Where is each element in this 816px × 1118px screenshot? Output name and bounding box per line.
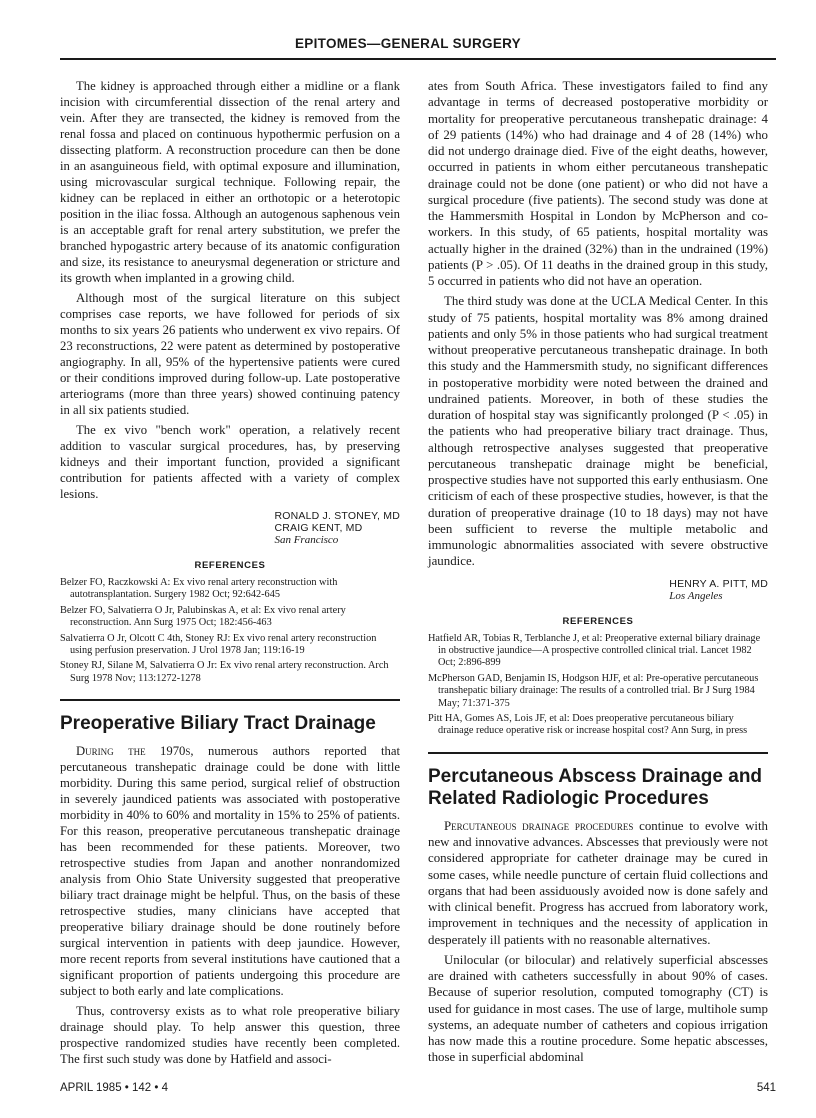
reference-item: Belzer FO, Raczkowski A: Ex vivo renal artery reconstruction with autotransplantation. Surgery 1982 Oct; 92:642-645 [60,577,338,601]
header-rule [60,58,776,60]
reference-item: McPherson GAD, Benjamin IS, Hodgson HJF, et al: Pre-operative percutaneous transhepatic biliary drainage: The results of a controlled trial. Br J Surg 1984 May; 71:371-375 [428,672,759,709]
author-name: HENRY A. PITT, MD [669,577,768,590]
right-column [428,78,768,1066]
paragraph-text: continue to evolve with new and innovative advances. Abscesses that previously were not considered appropriate for catheter drainage may be cured in some cases, while needle puncture of certain fluid collections and organs that had been assiduously avoided now is done safely and with clinical benefit. Progress has accrued from laboratory work, improvement in techniques and the necessity of application in desperately ill patients with no reasonable alternatives. [428,818,768,947]
section-heading: Preoperative Biliary Tract Drainage [60,713,376,735]
reference-item: Pitt HA, Gomes AS, Lois JF, et al: Does preoperative percutaneous biliary drainage reduce operative risk or increase hospital cost? Ann Surg, in press [428,712,748,737]
reference-item: Stoney RJ, Silane M, Salvatierra O Jr: Ex vivo renal artery reconstruction. Arch Surg 1978 Nov; 113:1272-1278 [60,660,389,684]
body-paragraph [60,743,400,999]
footer-issue: APRIL 1985 • 142 • 4 [60,1082,169,1094]
reference-item: Salvatierra O Jr, Olcott C 4th, Stoney RJ: Ex vivo renal artery reconstruction using perfusion preservation. J Urol 1978 Jan; 119:16-19 [60,632,377,657]
left-column [60,78,400,1067]
references-heading: REFERENCES [194,560,266,571]
body-paragraph: Thus, controversy exists as to what role preoperative biliary drainage should play. To help answer this question, three prospective randomized studies have recently been completed. The first such study was done by Hatfield and associ- [60,1004,400,1067]
body-paragraph: The ex vivo "bench work" operation, a relatively recent addition to vascular surgical procedures, has, by preserving kidneys and their important function, provided a significant contribution for patients affected with a variety of complex lesions. [60,423,400,501]
lead-in: During the 1970s, [76,744,194,759]
references-heading: REFERENCES [562,615,634,627]
paragraph-text: numerous authors reported that percutaneous transhepatic drainage could be done with little morbidity. During this same period, surgical relief of obstruction in severely jaundiced patients was associated with postoperative morbidity in 40% to 60% and mortality in 15% to 25% of patients. For this reason, preoperative percutaneous transhepatic drainage has been recommended for these patients. Moreover, two retrospective studies from Japan and another nonrandomized analysis from Ohio State University suggested that preoperative biliary tract drainage might be helpful. Thus, on the basis of these retrospective studies, many clinicians have accepted that preoperative biliary drainage should be done routinely before surgical intervention in patients with deep jaundice. However, more recent reports from several institutions have cautioned that a significant proportion of patients undergoing this procedure are subject to both early and late complications. [60,744,400,999]
body-paragraph: The third study was done at the UCLA Medical Center. In this study of 75 patients, hospital mortality was 8% among drained patients and only 5% in those patients who had surgical treatment without preoperative percutaneous transhepatic drainage. In both this study and the Hammersmith study, no significant differences in postoperative morbidity were noted between the drained and undrained patients. Moreover, in both of these studies the duration of hospital stay was significantly prolonged (P < .05) in the patients who had preoperative biliary tract drainage. Thus, although retrospective analyses suggested that preoperative percutaneous transhepatic drainage might be beneficial, prospective studies have not supported this early enthusiasm. One criticism of each of these prospective studies, however, is that the duration of preoperative drainage (10 to 18 days) may not have been sufficient to reverse the multiple metabolic and immunologic abnormalities associated with severe obstructive jaundice. [428,294,768,569]
reference-item: Belzer FO, Salvatierra O Jr, Palubinskas A, et al: Ex vivo renal artery reconstruction. Ann Surg 1975 Oct; 182:456-463 [60,604,346,629]
body-paragraph: Although most of the surgical literature on this subject comprises case reports, we have followed for periods of six months to six years 26 patients who underwent ex vivo repairs. Of 23 reconstructions, 22 were patent as determined by postoperative angiography. In all, 95% of the hypertensive patients were cured or their conditions improved during follow-up. Late postoperative arteriograms (more than three years) showed continuing patency in all six patients studied. [60,291,400,417]
author-name: RONALD J. STONEY, MD [274,510,400,522]
body-paragraph: ates from South Africa. These investigators failed to find any advantage in terms of decreased postoperative morbidity or mortality for preoperative percutaneous transhepatic drainage: 4 of 29 patients (14%) who had drainage and 4 of 28 (14%) who did not undergo drainage died. Five of the eight deaths, however, occurred in patients in whom either percutaneous transhepatic drainage could not be done (one patient) or who did not have a surgical procedure (five patients). The second study was done at the Hammersmith Hospital in London by McPherson and co-workers. In this study, of 65 patients, hospital mortality was actually higher in the drained (32%) than in the undrained (19%) patients (P > .05). Of 11 deaths in the drained group in this study, 5 occurred in patients who did not have an operation. [428,79,768,288]
reference-item: Hatfield AR, Tobias R, Terblanche J, et al: Preoperative external biliary drainage in obstructive jaundice—A prospective controlled clinical trial. Lancet 1982 Oct; 2:896-899 [428,632,761,669]
body-paragraph [428,818,768,948]
section-divider [60,699,400,701]
body-paragraph: Unilocular (or bilocular) and relatively superficial abscesses are drained with catheters successfully in about 90% of cases. Because of superior resolution, computed tomography (CT) is used for guidance in most cases. The use of large, multihole sump systems, an adequate number of catheters and copious irrigation has now made this a routine procedure. Some hepatic abscesses, those in superficial abdominal [428,952,768,1065]
section-divider [428,752,768,754]
author-location: Los Angeles [669,589,723,602]
author-location: San Francisco [274,534,339,546]
section-heading: Percutaneous Abscess Drainage and Related Radiologic Procedures [428,765,763,809]
page-number: 541 [756,1082,776,1094]
running-header: EPITOMES—GENERAL SURGERY [295,36,521,51]
lead-in: Percutaneous drainage procedures [444,818,634,833]
author-signature [428,578,768,604]
author-signature [60,510,400,548]
author-name: CRAIG KENT, MD [274,522,363,534]
body-paragraph: The kidney is approached through either a midline or a flank incision with circumferential dissection of the renal artery and vein. After they are transected, the kidney is removed from the renal fossa and placed on continuous hypothermic perfusion on a dissecting platform. A reconstruction procedure can then be done in an asanguineous field, with optimal exposure and illumination, using microvascular surgical technique. Following repair, the kidney can be replaced in either an orthotopic or a heterotopic position in the iliac fossa. Although an autogenous saphenous vein is an acceptable graft for renal artery substitution, we prefer the branched hypogastric artery because of its anatomic configuration and size, its resistance to aneurysmal degeneration or stricture and its growth when implanted in a growing child. [60,79,400,285]
